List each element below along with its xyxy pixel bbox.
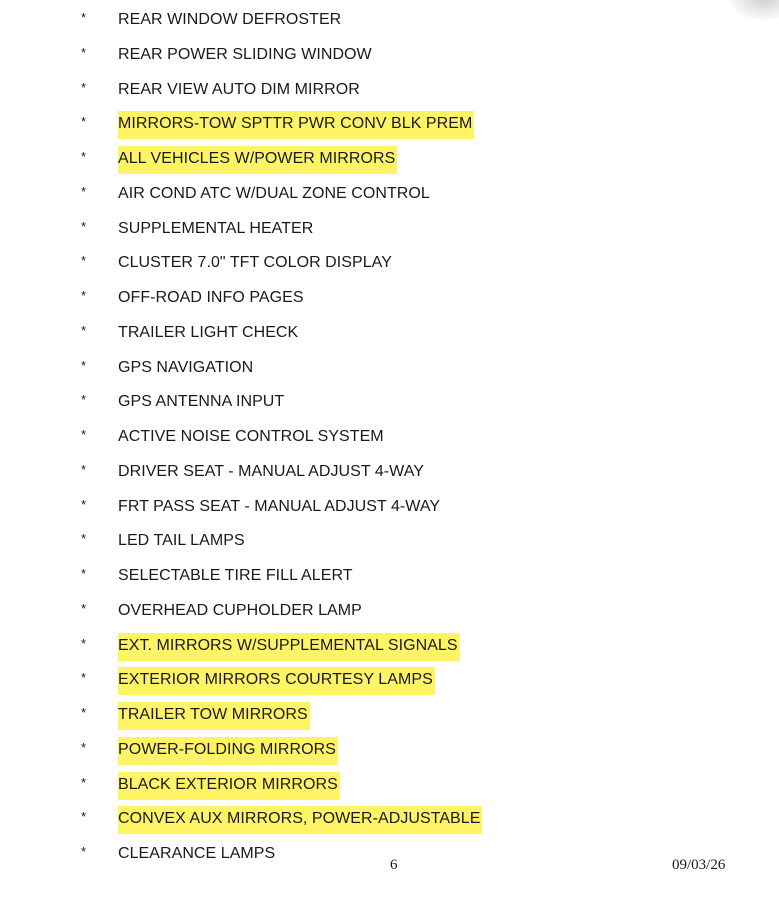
list-item [0, 490, 779, 525]
bullet: * [81, 739, 87, 755]
bullet: * [81, 531, 87, 547]
bullet: * [81, 496, 87, 512]
list-item [0, 768, 779, 803]
bullet: * [81, 600, 87, 616]
item-label-highlighted: MIRRORS-TOW SPTTR PWR CONV BLK PREM [118, 111, 474, 139]
bullet: * [81, 705, 87, 720]
item-label-highlighted: EXTERIOR MIRRORS COURTESY LAMPS [118, 667, 435, 695]
list-item [0, 142, 779, 177]
list-item [0, 385, 779, 420]
list-item [0, 559, 779, 594]
list-item [0, 629, 779, 664]
list-item [0, 698, 779, 733]
bullet: * [81, 288, 87, 303]
bullet: * [81, 322, 87, 338]
item-label: FRT PASS SEAT - MANUAL ADJUST 4-WAY [118, 497, 441, 515]
list-item [0, 246, 779, 281]
bullet: * [81, 253, 87, 269]
bullet: * [81, 218, 87, 234]
bullet: * [81, 427, 87, 442]
list-item [0, 177, 779, 212]
list-item [0, 73, 779, 108]
list-item [0, 212, 779, 247]
item-label-highlighted: POWER-FOLDING MIRRORS [118, 737, 338, 765]
item-label: ACTIVE NOISE CONTROL SYSTEM [118, 428, 384, 445]
bullet: * [81, 566, 87, 581]
bullet: * [81, 392, 87, 408]
bullet: * [81, 670, 87, 686]
item-label: CLEARANCE LAMPS [118, 845, 276, 862]
list-item [0, 281, 779, 316]
list-item [0, 3, 779, 38]
item-label: OFF-ROAD INFO PAGES [118, 289, 304, 306]
bullet: * [81, 635, 87, 651]
item-label-highlighted: TRAILER TOW MIRRORS [118, 702, 310, 730]
bullet: * [81, 114, 87, 130]
bullet: * [81, 10, 87, 25]
item-label: REAR WINDOW DEFROSTER [118, 11, 342, 28]
list-item [0, 733, 779, 768]
item-label: CLUSTER 7.0" TFT COLOR DISPLAY [118, 254, 392, 272]
feature-list [0, 3, 779, 872]
item-label-highlighted: BLACK EXTERIOR MIRRORS [118, 772, 340, 800]
bullet: * [81, 844, 87, 859]
item-label: REAR VIEW AUTO DIM MIRROR [118, 80, 360, 98]
item-label: GPS ANTENNA INPUT [118, 393, 285, 411]
bullet: * [81, 44, 87, 60]
item-label: TRAILER LIGHT CHECK [118, 323, 299, 341]
bullet: * [81, 79, 87, 95]
list-item [0, 38, 779, 73]
list-item [0, 663, 779, 698]
bullet: * [81, 774, 87, 790]
list-item [0, 316, 779, 351]
bullet: * [81, 149, 87, 164]
list-item [0, 107, 779, 142]
item-label-highlighted: EXT. MIRRORS W/SUPPLEMENTAL SIGNALS [118, 633, 460, 661]
item-label: REAR POWER SLIDING WINDOW [118, 45, 372, 63]
page-number: 6 [390, 857, 398, 873]
list-item [0, 455, 779, 490]
item-label: SUPPLEMENTAL HEATER [118, 219, 314, 237]
list-item [0, 594, 779, 629]
item-label: DRIVER SEAT - MANUAL ADJUST 4-WAY [118, 462, 425, 480]
item-label: GPS NAVIGATION [118, 358, 254, 376]
item-label: OVERHEAD CUPHOLDER LAMP [118, 601, 362, 619]
item-label: AIR COND ATC W/DUAL ZONE CONTROL [118, 184, 430, 202]
bullet: * [81, 183, 87, 199]
list-item [0, 524, 779, 559]
bullet: * [81, 461, 87, 477]
list-item [0, 351, 779, 386]
list-item [0, 420, 779, 455]
item-label-highlighted: ALL VEHICLES W/POWER MIRRORS [118, 146, 397, 174]
bullet: * [81, 809, 87, 825]
bullet: * [81, 357, 87, 373]
page-date: 09/03/26 [672, 857, 726, 873]
list-item [0, 802, 779, 837]
item-label: LED TAIL LAMPS [118, 532, 245, 550]
item-label-highlighted: CONVEX AUX MIRRORS, POWER-ADJUSTABLE [118, 806, 482, 834]
item-label: SELECTABLE TIRE FILL ALERT [118, 567, 353, 584]
